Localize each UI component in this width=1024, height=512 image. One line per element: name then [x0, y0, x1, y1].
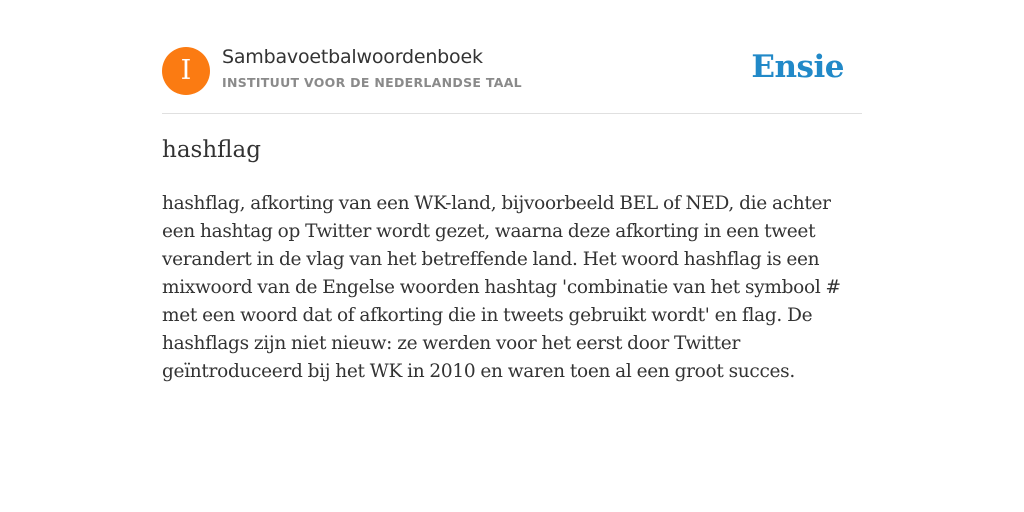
source-header [162, 46, 862, 96]
source-avatar: I [162, 47, 210, 95]
entry-card [162, 0, 862, 512]
brand-logo[interactable]: Ensie [751, 49, 844, 85]
entry-definition: hashflag, afkorting van een WK-land, bijvoorbeeld BEL of NED, die achter een hashtag op Twitter wordt gezet, waarna deze afkorting in een tweet verandert in de vlag van het betreffende land. Het woord hashflag is een mixwoord van de Engelse woorden hashtag 'combinatie van het symbool # met een woord dat of afkorting die in tweets gebruikt wordt' en flag. De hashflags zijn niet nieuw: ze werden voor het eerst door Twitter geïntroduceerd bij het WK in 2010 en waren toen al een groot succes. [162, 193, 841, 382]
entry-term: hashflag [162, 137, 261, 163]
source-subtitle: INSTITUUT VOOR DE NEDERLANDSE TAAL [222, 75, 522, 90]
divider [162, 113, 862, 114]
source-title[interactable]: Sambavoetbalwoordenboek [222, 46, 483, 68]
